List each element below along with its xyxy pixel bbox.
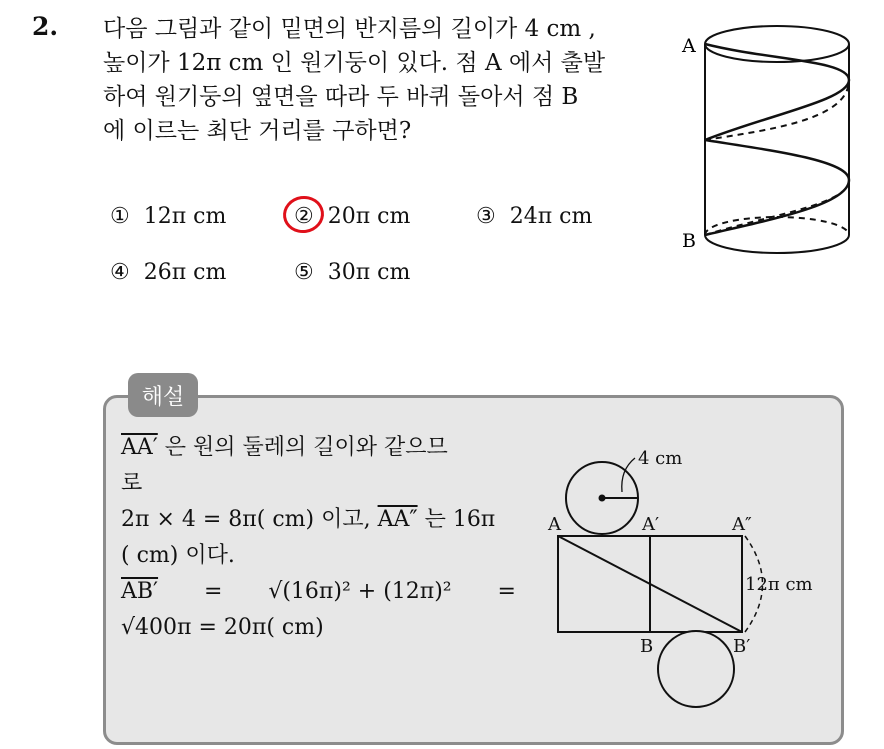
circle-center-dot [599, 495, 606, 502]
answer-circle-mark [281, 193, 327, 235]
segment-label: AB′ [121, 579, 159, 604]
choice-text: 20π cm [327, 204, 411, 229]
solution-line: √400π = 20π( cm) [121, 615, 324, 640]
point-a-label: A [548, 514, 561, 535]
solution-line [121, 430, 531, 466]
choice-number: ③ [476, 204, 496, 229]
point-b-prime-label: B′ [733, 636, 751, 657]
solution-tag: 해설 [128, 373, 198, 417]
net-diagram [540, 440, 830, 710]
solution-line [121, 574, 516, 610]
segment-label: AA′ [121, 435, 158, 460]
solution-fragment: 은 원의 둘레의 길이와 같으므 [157, 435, 448, 460]
choice-text: 26π cm [143, 260, 227, 285]
choice-number: ② [294, 204, 314, 229]
solution-text [121, 430, 531, 646]
choice-number: ④ [110, 260, 130, 285]
choice-number: ⑤ [294, 260, 314, 285]
choice-text: 24π cm [509, 204, 593, 229]
choice-number: ① [110, 204, 130, 229]
cylinder-diagram [678, 20, 858, 260]
choice-5[interactable] [294, 260, 410, 285]
choice-text: 12π cm [143, 204, 227, 229]
choice-4[interactable] [110, 260, 226, 285]
question-number: 2. [32, 12, 59, 41]
solution-line: ( cm) 이다. [121, 543, 235, 568]
equals-sign: = [203, 579, 223, 604]
sqrt-expression: √(16π)² + (12π)² [268, 579, 452, 604]
point-b-label: B [682, 230, 696, 252]
question-line: 하여 원기둥의 옆면을 따라 두 바퀴 돌아서 점 B [103, 84, 579, 110]
question-text [103, 12, 663, 148]
point-a-double-prime-label: A″ [732, 514, 752, 535]
solution-fragment: 는 16π [417, 507, 496, 532]
radius-label: 4 cm [638, 448, 683, 469]
choice-1[interactable] [110, 204, 226, 229]
question-line: 높이가 12π cm 인 원기둥이 있다. 점 A 에서 출발 [103, 50, 606, 76]
point-a-label: A [682, 35, 696, 57]
height-label: 12π cm [745, 574, 813, 595]
segment-label: AA″ [377, 507, 418, 532]
choice-text: 30π cm [327, 260, 411, 285]
point-b-label: B [640, 636, 654, 657]
point-a-prime-label: A′ [642, 514, 660, 535]
question-line: 다음 그림과 같이 밑면의 반지름의 길이가 4 cm , [103, 16, 596, 42]
solution-line [121, 502, 531, 538]
solution-line: 로 [121, 471, 143, 496]
question-line: 에 이르는 최단 거리를 구하면? [103, 118, 412, 144]
equals-sign: = [497, 579, 516, 604]
choice-3[interactable] [476, 204, 592, 229]
solution-fragment: 2π × 4 = 8π( cm) 이고, [121, 507, 378, 532]
